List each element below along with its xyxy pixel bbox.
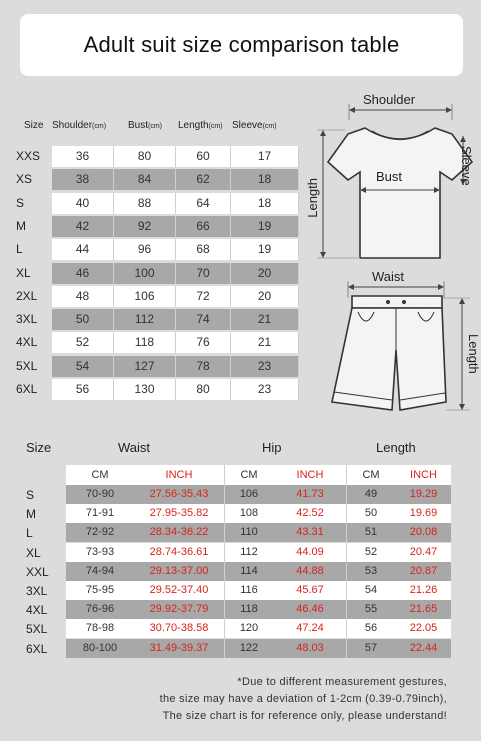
cell-sleeve: 23 — [231, 356, 299, 377]
section-hip: Hip — [262, 440, 282, 455]
cell-len-in: 22.05 — [409, 622, 438, 635]
table-row — [66, 485, 451, 504]
cell-bust: 88 — [114, 193, 176, 214]
cell-hip-in: 44.88 — [296, 564, 324, 577]
table-row — [66, 562, 451, 581]
page-title: Adult suit size comparison table — [83, 32, 400, 57]
section-waist: Waist — [118, 440, 151, 455]
section-length: Length — [376, 440, 416, 455]
cell-waist-cm: 80-100 — [82, 641, 118, 654]
table-row — [66, 600, 451, 619]
cell-waist-in: 28.34-36.22 — [149, 526, 209, 539]
size-label: 5XL — [26, 622, 48, 637]
cell-hip-in: 47.24 — [296, 622, 324, 635]
cell-length: 76 — [176, 332, 231, 353]
cell-hip-cm: 122 — [239, 641, 259, 654]
cell-bust: 84 — [114, 169, 176, 190]
cell-sleeve: 20 — [231, 263, 299, 284]
size-label: 5XL — [16, 358, 38, 373]
cell-hip-in: 42.52 — [296, 507, 324, 520]
cell-length: 62 — [176, 169, 231, 190]
tshirt-icon — [328, 128, 472, 258]
cell-shoulder: 40 — [52, 193, 114, 214]
cell-sleeve: 18 — [231, 193, 299, 214]
cell-waist-in: 27.56-35.43 — [149, 488, 209, 500]
cell-hip-cm: 114 — [240, 564, 258, 577]
cell-waist-cm: 70-90 — [85, 488, 115, 500]
cell-hip-cm: 116 — [240, 584, 258, 596]
size-label: 6XL — [16, 382, 38, 396]
unit-waist-cm: CM — [91, 469, 109, 481]
table-row — [66, 619, 451, 638]
header-bust: Bust(cm) — [128, 120, 163, 131]
label-shirt-length: Length — [305, 178, 320, 218]
cell-shoulder: 38 — [52, 169, 114, 190]
cell-waist-cm: 75-95 — [85, 584, 115, 596]
table-row — [66, 581, 451, 600]
cell-waist-in: 29.13-37.00 — [149, 564, 209, 577]
cell-waist-in: 29.92-37.79 — [149, 603, 209, 616]
cell-waist-cm: 71-91 — [85, 507, 115, 520]
header-sleeve: Sleeve(cm) — [232, 120, 277, 131]
size-label: 4XL — [26, 603, 48, 618]
cell-len-in: 19.69 — [409, 507, 438, 520]
size-label: L — [26, 526, 33, 541]
units-header-row — [66, 465, 451, 485]
note-line-2: the size may have a deviation of 1-2cm (0.39-0.79inch), — [159, 693, 447, 705]
cell-sleeve: 21 — [231, 332, 299, 353]
cell-waist-cm: 72-92 — [85, 526, 115, 539]
cell-shoulder: 54 — [52, 356, 114, 377]
unit-hip-cm: CM — [240, 469, 258, 481]
size-label: M — [26, 507, 36, 522]
cell-hip-cm: 110 — [240, 526, 258, 539]
cell-len-cm: 54 — [364, 584, 378, 596]
cell-length: 66 — [176, 216, 231, 237]
cell-shoulder: 42 — [52, 216, 114, 237]
cell-length: 64 — [176, 193, 231, 214]
size-label: XS — [16, 172, 33, 187]
size-label: M — [16, 218, 26, 233]
cell-bust: 127 — [114, 356, 176, 377]
label-waist: Waist — [372, 269, 405, 284]
cell-hip-in: 44.09 — [296, 545, 324, 558]
label-bust: Bust — [376, 169, 403, 184]
cell-hip-cm: 108 — [239, 507, 259, 520]
cell-len-cm: 49 — [364, 488, 378, 500]
cell-shoulder: 44 — [52, 239, 114, 260]
cell-hip-cm: 112 — [240, 545, 258, 558]
cell-bust: 100 — [114, 263, 176, 284]
size-label: 4XL — [16, 335, 38, 350]
unit-length-inch: INCH — [410, 469, 437, 481]
cell-bust: 112 — [114, 309, 176, 330]
unit-length-cm: CM — [362, 469, 380, 481]
cell-bust: 80 — [114, 146, 176, 167]
cell-waist-in: 28.74-36.61 — [149, 545, 209, 558]
shoulder-arrow-right — [446, 107, 452, 113]
cell-len-cm: 50 — [364, 507, 378, 520]
cell-waist-in: 31.49-39.37 — [149, 641, 209, 654]
cell-sleeve: 23 — [231, 379, 299, 400]
cell-hip-cm: 106 — [239, 488, 259, 500]
table-row — [66, 639, 451, 658]
cell-waist-in: 27.95-35.82 — [149, 507, 209, 520]
cell-bust: 130 — [114, 379, 176, 400]
disclaimer-note — [160, 674, 447, 725]
cell-hip-in: 43.31 — [296, 526, 324, 539]
cell-len-in: 21.65 — [409, 603, 438, 616]
table-row — [66, 543, 451, 562]
note-line-1: *Due to different measurement gestures, — [237, 676, 447, 688]
cell-bust: 118 — [114, 332, 176, 353]
cell-waist-cm: 78-98 — [85, 622, 115, 635]
label-sleeve: Sleeve — [459, 146, 474, 186]
size-label: 3XL — [16, 312, 38, 327]
cell-hip-in: 48.03 — [296, 641, 324, 654]
cell-bust: 106 — [114, 286, 176, 307]
cell-waist-cm: 74-94 — [85, 564, 115, 577]
table-row — [66, 523, 451, 542]
cell-hip-cm: 118 — [240, 603, 258, 616]
cell-shoulder: 50 — [52, 309, 114, 330]
cell-waist-in: 29.52-37.40 — [149, 584, 209, 596]
cell-len-in: 20.08 — [409, 526, 438, 539]
cell-len-cm: 57 — [364, 641, 378, 654]
cell-len-in: 21.26 — [409, 584, 438, 596]
cell-length: 60 — [176, 146, 231, 167]
cell-len-in: 20.47 — [409, 545, 438, 558]
cell-hip-cm: 120 — [239, 622, 259, 635]
cell-sleeve: 18 — [231, 169, 299, 190]
cell-shoulder: 48 — [52, 286, 114, 307]
cell-shoulder: 46 — [52, 263, 114, 284]
size-label: L — [16, 242, 23, 257]
cell-shoulder: 56 — [52, 379, 114, 400]
size-label: 6XL — [26, 641, 48, 656]
cell-bust: 96 — [114, 239, 176, 260]
cell-length: 70 — [176, 263, 231, 284]
section-size: Size — [26, 440, 52, 455]
header-size: Size — [24, 120, 44, 131]
cell-shoulder: 36 — [52, 146, 114, 167]
cell-shoulder: 52 — [52, 332, 114, 353]
size-label: XL — [16, 265, 31, 280]
cell-waist-cm: 76-96 — [85, 603, 115, 616]
unit-hip-inch: INCH — [296, 469, 324, 481]
cell-hip-in: 41.73 — [296, 488, 324, 500]
header-shoulder: Shoulder(cm) — [52, 120, 107, 131]
cell-len-cm: 51 — [364, 526, 378, 539]
cell-length: 78 — [176, 356, 231, 377]
cell-hip-in: 45.67 — [296, 584, 324, 596]
cell-len-in: 19.29 — [409, 488, 438, 500]
size-label: S — [16, 195, 25, 210]
header-length: Length(cm) — [178, 120, 223, 131]
note-line-3: The size chart is for reference only, please understand! — [162, 710, 447, 722]
cell-len-cm: 55 — [364, 603, 378, 616]
cell-sleeve: 20 — [231, 286, 299, 307]
shorts-icon — [332, 296, 446, 410]
cell-len-cm: 56 — [364, 622, 378, 635]
size-label: 2XL — [16, 288, 38, 303]
cell-sleeve: 19 — [231, 239, 299, 260]
size-label: 3XL — [26, 584, 48, 598]
label-shorts-length: Length — [466, 334, 481, 374]
size-label: S — [26, 488, 35, 502]
table-row — [66, 504, 451, 523]
size-label: XL — [26, 545, 41, 560]
cell-length: 80 — [176, 379, 231, 400]
cell-sleeve: 21 — [231, 309, 299, 330]
size-label: XXS — [16, 149, 41, 163]
cell-len-cm: 53 — [364, 564, 378, 577]
cell-len-in: 22.44 — [409, 641, 438, 654]
cell-sleeve: 19 — [231, 216, 299, 237]
cell-length: 68 — [176, 239, 231, 260]
shoulder-arrow-left — [349, 107, 355, 113]
cell-hip-in: 46.46 — [296, 603, 324, 616]
size-label: XXL — [26, 564, 49, 579]
cell-length: 72 — [176, 286, 231, 307]
unit-waist-inch: INCH — [165, 469, 193, 481]
label-shoulder: Shoulder — [363, 92, 416, 107]
cell-len-in: 20.87 — [409, 564, 438, 577]
cell-waist-in: 30.70-38.58 — [149, 622, 209, 635]
cell-sleeve: 17 — [231, 146, 299, 167]
cell-waist-cm: 73-93 — [85, 545, 115, 558]
cell-length: 74 — [176, 309, 231, 330]
cell-len-cm: 52 — [364, 545, 378, 558]
cell-bust: 92 — [114, 216, 176, 237]
